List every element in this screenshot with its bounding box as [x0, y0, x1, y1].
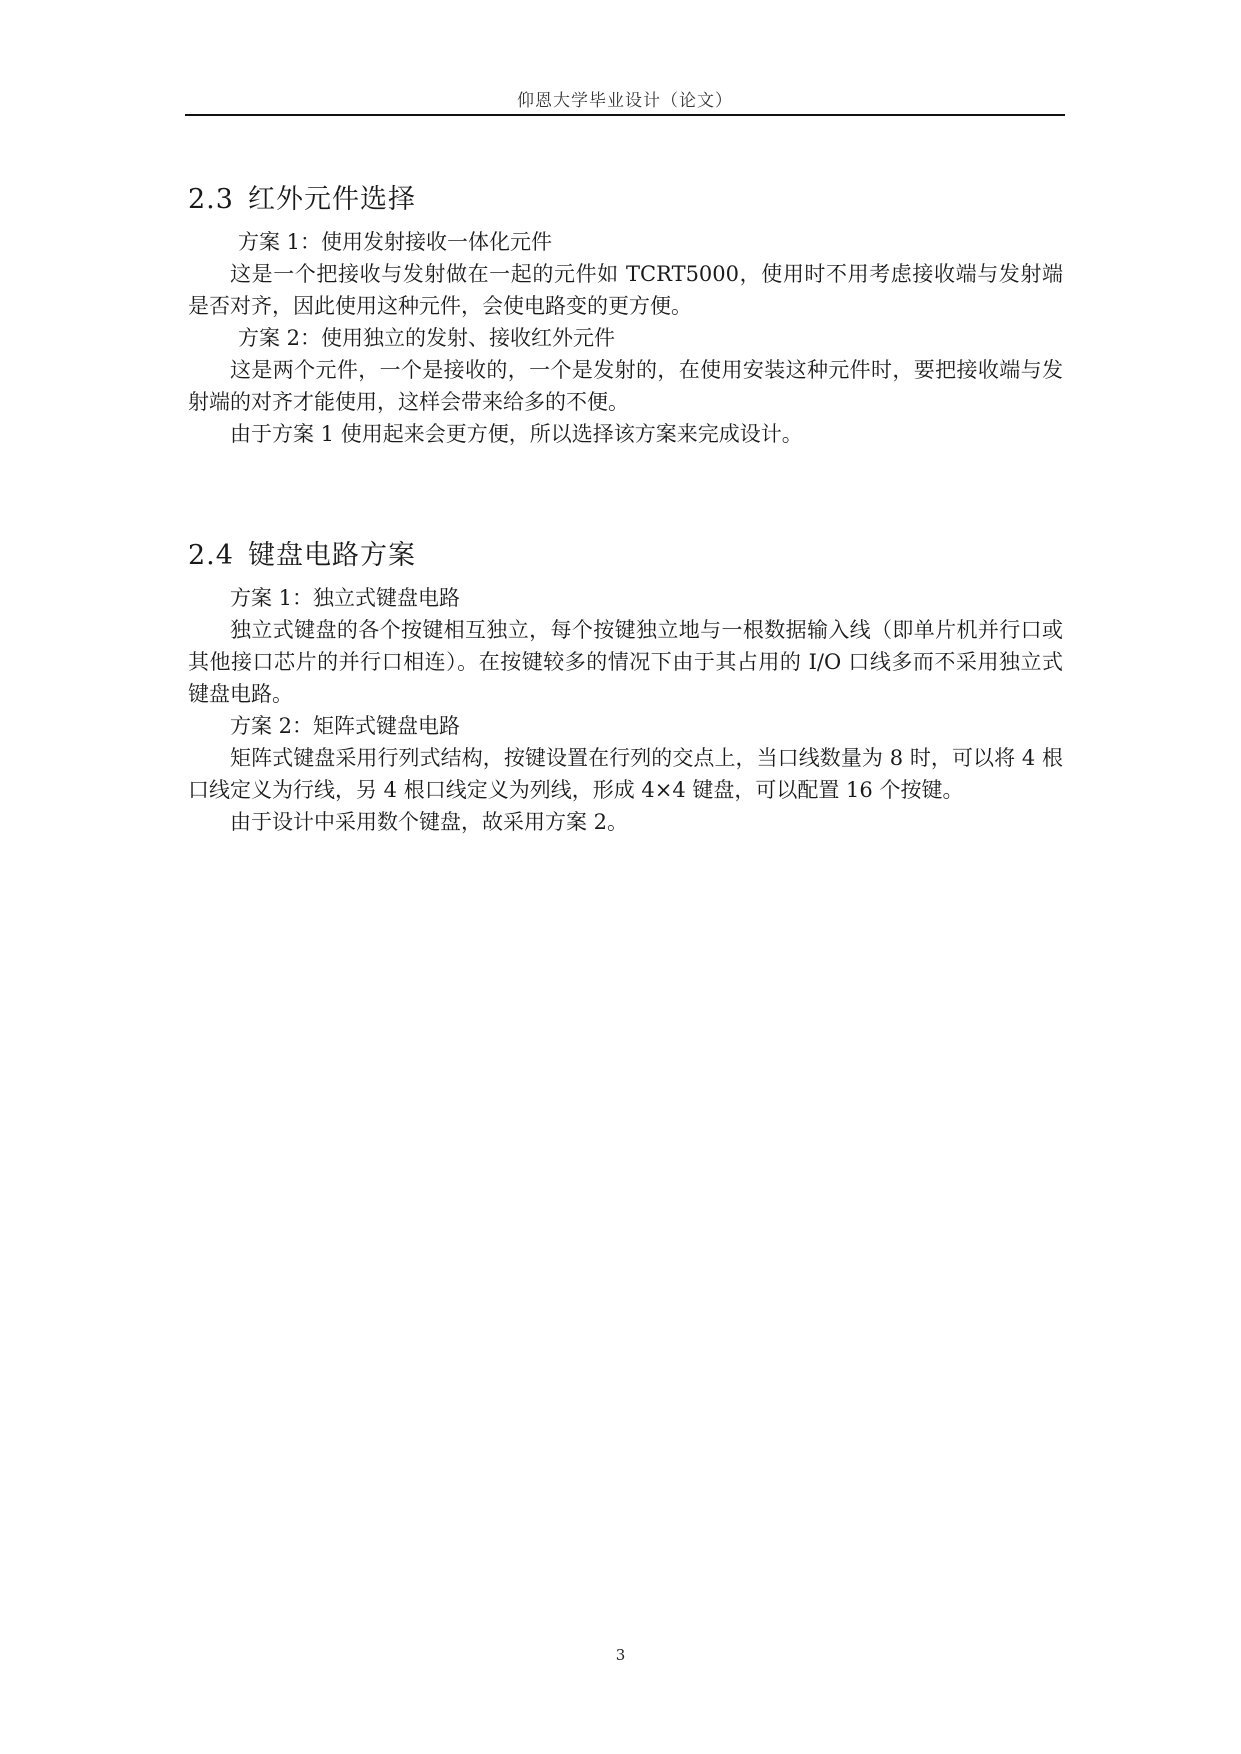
page-number: 3 — [615, 1646, 626, 1664]
conclusion-paragraph: 由于设计中采用数个键盘，故采用方案 2。 — [230, 810, 629, 834]
section-spacer — [188, 450, 1063, 538]
scheme-label: 方案 1：使用发射接收一体化元件 — [238, 230, 553, 254]
section-number: 2.4 — [188, 540, 234, 571]
section-heading — [188, 538, 1063, 574]
scheme-label: 方案 2：矩阵式键盘电路 — [230, 714, 461, 738]
conclusion-paragraph: 由于方案 1 使用起来会更方便，所以选择该方案来完成设计。 — [230, 422, 803, 446]
paragraph: 这是一个把接收与发射做在一起的元件如 TCRT5000，使用时不用考虑接收端与发射端是否对齐，因此使用这种元件，会使电路变的更方便。 — [188, 262, 1063, 318]
section-number: 2.3 — [188, 184, 234, 215]
scheme-label: 方案 2：使用独立的发射、接收红外元件 — [238, 326, 616, 350]
scheme-label: 方案 1：独立式键盘电路 — [230, 586, 461, 610]
section-2-3 — [188, 182, 1063, 450]
section-title: 红外元件选择 — [247, 184, 416, 215]
header-divider — [185, 114, 1065, 116]
paragraph: 独立式键盘的各个按键相互独立，每个按键独立地与一根数据输入线（即单片机并行口或其他接口芯片的并行口相连）。在按键较多的情况下由于其占用的 I/O 口线多而不采用独立式键盘电路。 — [188, 618, 1063, 706]
paragraph: 这是两个元件，一个是接收的，一个是发射的，在使用安装这种元件时，要把接收端与发射端的对齐才能使用，这样会带来给多的不便。 — [188, 358, 1063, 414]
page-header-title: 仰恩大学毕业设计（论文） — [517, 91, 733, 111]
section-heading — [188, 182, 1063, 218]
section-title: 键盘电路方案 — [247, 540, 416, 571]
section-2-4 — [188, 538, 1063, 838]
paragraph: 矩阵式键盘采用行列式结构，按键设置在行列的交点上，当口线数量为 8 时，可以将 4 根口线定义为行线，另 4 根口线定义为列线，形成 4×4 键盘，可以配置 16 个按键。 — [188, 746, 1063, 802]
document-body — [188, 182, 1063, 838]
